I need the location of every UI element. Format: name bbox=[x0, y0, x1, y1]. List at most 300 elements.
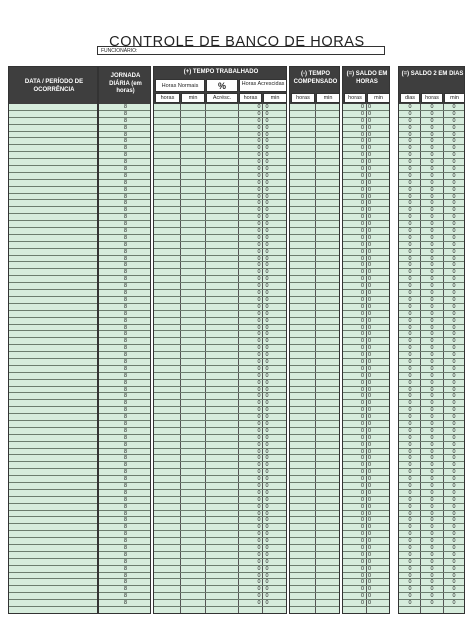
table-row[interactable] bbox=[290, 207, 339, 214]
table-row[interactable] bbox=[290, 159, 339, 166]
table-row[interactable] bbox=[290, 366, 339, 373]
table-row[interactable] bbox=[154, 586, 286, 593]
table-row[interactable] bbox=[399, 111, 464, 118]
table-row[interactable] bbox=[399, 269, 464, 276]
table-row[interactable] bbox=[343, 352, 389, 359]
table-row[interactable] bbox=[99, 380, 150, 387]
table-row[interactable] bbox=[399, 207, 464, 214]
table-row[interactable] bbox=[290, 256, 339, 263]
table-row[interactable] bbox=[154, 269, 286, 276]
table-row[interactable] bbox=[9, 338, 97, 345]
table-row[interactable] bbox=[99, 331, 150, 338]
table-row[interactable] bbox=[343, 511, 389, 518]
table-row[interactable] bbox=[399, 338, 464, 345]
table-row[interactable] bbox=[290, 421, 339, 428]
table-row[interactable] bbox=[290, 173, 339, 180]
table-row[interactable] bbox=[399, 325, 464, 332]
table-row[interactable] bbox=[343, 118, 389, 125]
table-row[interactable] bbox=[343, 497, 389, 504]
table-row[interactable] bbox=[290, 166, 339, 173]
table-row[interactable] bbox=[9, 421, 97, 428]
table-row[interactable] bbox=[9, 214, 97, 221]
table-row[interactable] bbox=[399, 166, 464, 173]
table-row[interactable] bbox=[399, 566, 464, 573]
table-row[interactable] bbox=[154, 249, 286, 256]
table-row[interactable] bbox=[343, 531, 389, 538]
table-row[interactable] bbox=[9, 600, 97, 607]
table-row[interactable] bbox=[399, 125, 464, 132]
table-row[interactable] bbox=[154, 345, 286, 352]
table-row[interactable] bbox=[343, 476, 389, 483]
table-row[interactable] bbox=[99, 559, 150, 566]
saldo-horas-rows[interactable] bbox=[343, 104, 389, 613]
table-row[interactable] bbox=[9, 593, 97, 600]
table-row[interactable] bbox=[290, 152, 339, 159]
table-row[interactable] bbox=[343, 159, 389, 166]
table-row[interactable] bbox=[154, 352, 286, 359]
tempo-compensado-rows[interactable] bbox=[290, 104, 339, 613]
table-row[interactable] bbox=[290, 214, 339, 221]
table-row[interactable] bbox=[9, 511, 97, 518]
table-row[interactable] bbox=[343, 400, 389, 407]
table-row[interactable] bbox=[343, 421, 389, 428]
table-row[interactable] bbox=[99, 262, 150, 269]
table-row[interactable] bbox=[99, 338, 150, 345]
table-row[interactable] bbox=[154, 469, 286, 476]
table-row[interactable] bbox=[9, 325, 97, 332]
table-row[interactable] bbox=[9, 228, 97, 235]
table-row[interactable] bbox=[9, 262, 97, 269]
table-row[interactable] bbox=[9, 435, 97, 442]
table-row[interactable] bbox=[290, 517, 339, 524]
table-row[interactable] bbox=[399, 173, 464, 180]
table-row[interactable] bbox=[9, 373, 97, 380]
table-row[interactable] bbox=[9, 235, 97, 242]
table-row[interactable] bbox=[399, 600, 464, 607]
table-row[interactable] bbox=[154, 517, 286, 524]
table-row[interactable] bbox=[9, 559, 97, 566]
table-row[interactable] bbox=[99, 256, 150, 263]
table-row[interactable] bbox=[290, 538, 339, 545]
table-row[interactable] bbox=[99, 566, 150, 573]
funcionario-field[interactable] bbox=[97, 46, 385, 55]
table-row[interactable] bbox=[154, 359, 286, 366]
table-row[interactable] bbox=[9, 504, 97, 511]
table-row[interactable] bbox=[399, 249, 464, 256]
table-row[interactable] bbox=[290, 290, 339, 297]
table-row[interactable] bbox=[399, 428, 464, 435]
table-row[interactable] bbox=[154, 304, 286, 311]
table-row[interactable] bbox=[9, 180, 97, 187]
table-row[interactable] bbox=[154, 207, 286, 214]
table-row[interactable] bbox=[99, 524, 150, 531]
table-row[interactable] bbox=[343, 393, 389, 400]
table-row[interactable] bbox=[9, 111, 97, 118]
table-row[interactable] bbox=[399, 469, 464, 476]
table-row[interactable] bbox=[99, 228, 150, 235]
table-row[interactable] bbox=[99, 276, 150, 283]
table-row[interactable] bbox=[99, 407, 150, 414]
table-row[interactable] bbox=[290, 311, 339, 318]
table-row[interactable] bbox=[154, 428, 286, 435]
table-row[interactable] bbox=[343, 345, 389, 352]
table-row[interactable] bbox=[99, 435, 150, 442]
table-row[interactable] bbox=[9, 462, 97, 469]
table-row[interactable] bbox=[99, 387, 150, 394]
table-row[interactable] bbox=[290, 104, 339, 111]
table-row[interactable] bbox=[9, 449, 97, 456]
table-row[interactable] bbox=[343, 138, 389, 145]
table-row[interactable] bbox=[99, 476, 150, 483]
table-row[interactable] bbox=[290, 573, 339, 580]
table-row[interactable] bbox=[290, 469, 339, 476]
table-row[interactable] bbox=[99, 483, 150, 490]
table-row[interactable] bbox=[343, 180, 389, 187]
table-row[interactable] bbox=[343, 449, 389, 456]
table-row[interactable] bbox=[343, 593, 389, 600]
table-row[interactable] bbox=[154, 545, 286, 552]
table-row[interactable] bbox=[154, 483, 286, 490]
table-row[interactable] bbox=[290, 345, 339, 352]
table-row[interactable] bbox=[399, 559, 464, 566]
table-row[interactable] bbox=[154, 125, 286, 132]
table-row[interactable] bbox=[99, 187, 150, 194]
table-row[interactable] bbox=[154, 283, 286, 290]
table-row[interactable] bbox=[343, 442, 389, 449]
table-row[interactable] bbox=[154, 449, 286, 456]
table-row[interactable] bbox=[290, 132, 339, 139]
table-row[interactable] bbox=[290, 462, 339, 469]
table-row[interactable] bbox=[399, 194, 464, 201]
table-row[interactable] bbox=[343, 152, 389, 159]
table-row[interactable] bbox=[343, 221, 389, 228]
table-row[interactable] bbox=[343, 125, 389, 132]
table-row[interactable] bbox=[99, 200, 150, 207]
table-row[interactable] bbox=[154, 566, 286, 573]
table-row[interactable] bbox=[343, 235, 389, 242]
table-row[interactable] bbox=[399, 214, 464, 221]
table-row[interactable] bbox=[290, 242, 339, 249]
table-row[interactable] bbox=[154, 366, 286, 373]
table-row[interactable] bbox=[9, 297, 97, 304]
table-row[interactable] bbox=[290, 511, 339, 518]
table-row[interactable] bbox=[399, 586, 464, 593]
table-row[interactable] bbox=[343, 428, 389, 435]
table-row[interactable] bbox=[9, 256, 97, 263]
table-row[interactable] bbox=[154, 579, 286, 586]
table-row[interactable] bbox=[399, 407, 464, 414]
table-row[interactable] bbox=[154, 490, 286, 497]
table-row[interactable] bbox=[399, 373, 464, 380]
table-row[interactable] bbox=[290, 407, 339, 414]
table-row[interactable] bbox=[399, 256, 464, 263]
table-row[interactable] bbox=[290, 380, 339, 387]
table-row[interactable] bbox=[99, 373, 150, 380]
table-row[interactable] bbox=[290, 455, 339, 462]
table-row[interactable] bbox=[343, 256, 389, 263]
table-row[interactable] bbox=[99, 132, 150, 139]
table-row[interactable] bbox=[154, 214, 286, 221]
table-row[interactable] bbox=[343, 214, 389, 221]
table-row[interactable] bbox=[290, 435, 339, 442]
table-row[interactable] bbox=[290, 325, 339, 332]
table-row[interactable] bbox=[99, 600, 150, 607]
table-row[interactable] bbox=[154, 573, 286, 580]
table-row[interactable] bbox=[290, 387, 339, 394]
table-row[interactable] bbox=[399, 455, 464, 462]
table-row[interactable] bbox=[154, 118, 286, 125]
table-row[interactable] bbox=[99, 125, 150, 132]
table-row[interactable] bbox=[9, 159, 97, 166]
table-row[interactable] bbox=[99, 504, 150, 511]
table-row[interactable] bbox=[99, 269, 150, 276]
table-row[interactable] bbox=[290, 600, 339, 607]
table-row[interactable] bbox=[99, 517, 150, 524]
table-row[interactable] bbox=[9, 517, 97, 524]
table-row[interactable] bbox=[399, 262, 464, 269]
table-row[interactable] bbox=[399, 304, 464, 311]
table-row[interactable] bbox=[154, 173, 286, 180]
table-row[interactable] bbox=[399, 393, 464, 400]
table-row[interactable] bbox=[99, 118, 150, 125]
table-row[interactable] bbox=[399, 400, 464, 407]
table-row[interactable] bbox=[290, 476, 339, 483]
table-row[interactable] bbox=[99, 145, 150, 152]
table-row[interactable] bbox=[343, 331, 389, 338]
table-row[interactable] bbox=[343, 297, 389, 304]
table-row[interactable] bbox=[154, 476, 286, 483]
table-row[interactable] bbox=[290, 249, 339, 256]
table-row[interactable] bbox=[343, 166, 389, 173]
table-row[interactable] bbox=[99, 173, 150, 180]
table-row[interactable] bbox=[343, 573, 389, 580]
table-row[interactable] bbox=[9, 173, 97, 180]
table-row[interactable] bbox=[99, 400, 150, 407]
table-row[interactable] bbox=[154, 194, 286, 201]
table-row[interactable] bbox=[9, 207, 97, 214]
table-row[interactable] bbox=[154, 407, 286, 414]
table-row[interactable] bbox=[290, 524, 339, 531]
table-row[interactable] bbox=[99, 152, 150, 159]
table-row[interactable] bbox=[290, 586, 339, 593]
table-row[interactable] bbox=[290, 125, 339, 132]
table-row[interactable] bbox=[399, 180, 464, 187]
table-row[interactable] bbox=[99, 194, 150, 201]
table-row[interactable] bbox=[399, 538, 464, 545]
table-row[interactable] bbox=[343, 111, 389, 118]
table-row[interactable] bbox=[343, 132, 389, 139]
table-row[interactable] bbox=[343, 325, 389, 332]
table-row[interactable] bbox=[154, 435, 286, 442]
table-row[interactable] bbox=[399, 545, 464, 552]
table-row[interactable] bbox=[290, 228, 339, 235]
table-row[interactable] bbox=[9, 283, 97, 290]
table-row[interactable] bbox=[9, 249, 97, 256]
table-row[interactable] bbox=[154, 111, 286, 118]
table-row[interactable] bbox=[99, 366, 150, 373]
table-row[interactable] bbox=[290, 566, 339, 573]
table-row[interactable] bbox=[343, 552, 389, 559]
data-periodo-rows[interactable] bbox=[9, 104, 97, 613]
table-row[interactable] bbox=[399, 242, 464, 249]
table-row[interactable] bbox=[399, 311, 464, 318]
table-row[interactable] bbox=[399, 497, 464, 504]
table-row[interactable] bbox=[154, 159, 286, 166]
table-row[interactable] bbox=[154, 297, 286, 304]
table-row[interactable] bbox=[399, 573, 464, 580]
table-row[interactable] bbox=[154, 593, 286, 600]
table-row[interactable] bbox=[154, 138, 286, 145]
table-row[interactable] bbox=[99, 573, 150, 580]
table-row[interactable] bbox=[9, 483, 97, 490]
table-row[interactable] bbox=[99, 511, 150, 518]
table-row[interactable] bbox=[154, 235, 286, 242]
table-row[interactable] bbox=[290, 428, 339, 435]
table-row[interactable] bbox=[154, 538, 286, 545]
table-row[interactable] bbox=[99, 325, 150, 332]
table-row[interactable] bbox=[99, 579, 150, 586]
table-row[interactable] bbox=[290, 145, 339, 152]
table-row[interactable] bbox=[343, 600, 389, 607]
table-row[interactable] bbox=[290, 531, 339, 538]
table-row[interactable] bbox=[290, 111, 339, 118]
table-row[interactable] bbox=[9, 586, 97, 593]
table-row[interactable] bbox=[9, 318, 97, 325]
table-row[interactable] bbox=[9, 442, 97, 449]
table-row[interactable] bbox=[343, 586, 389, 593]
table-row[interactable] bbox=[9, 524, 97, 531]
table-row[interactable] bbox=[343, 269, 389, 276]
table-row[interactable] bbox=[290, 449, 339, 456]
table-row[interactable] bbox=[154, 221, 286, 228]
table-row[interactable] bbox=[399, 297, 464, 304]
table-row[interactable] bbox=[9, 538, 97, 545]
table-row[interactable] bbox=[343, 311, 389, 318]
table-row[interactable] bbox=[399, 476, 464, 483]
table-row[interactable] bbox=[154, 387, 286, 394]
table-row[interactable] bbox=[343, 579, 389, 586]
table-row[interactable] bbox=[343, 366, 389, 373]
table-row[interactable] bbox=[399, 517, 464, 524]
table-row[interactable] bbox=[343, 187, 389, 194]
table-row[interactable] bbox=[9, 345, 97, 352]
table-row[interactable] bbox=[99, 297, 150, 304]
table-row[interactable] bbox=[154, 318, 286, 325]
table-row[interactable] bbox=[99, 462, 150, 469]
table-row[interactable] bbox=[154, 455, 286, 462]
table-row[interactable] bbox=[399, 235, 464, 242]
table-row[interactable] bbox=[343, 283, 389, 290]
table-row[interactable] bbox=[399, 552, 464, 559]
table-row[interactable] bbox=[154, 132, 286, 139]
table-row[interactable] bbox=[343, 200, 389, 207]
table-row[interactable] bbox=[154, 552, 286, 559]
table-row[interactable] bbox=[343, 249, 389, 256]
table-row[interactable] bbox=[154, 600, 286, 607]
table-row[interactable] bbox=[399, 511, 464, 518]
table-row[interactable] bbox=[290, 504, 339, 511]
table-row[interactable] bbox=[343, 104, 389, 111]
table-row[interactable] bbox=[343, 435, 389, 442]
table-row[interactable] bbox=[99, 311, 150, 318]
table-row[interactable] bbox=[343, 318, 389, 325]
table-row[interactable] bbox=[9, 566, 97, 573]
table-row[interactable] bbox=[9, 455, 97, 462]
table-row[interactable] bbox=[154, 276, 286, 283]
table-row[interactable] bbox=[399, 380, 464, 387]
table-row[interactable] bbox=[9, 290, 97, 297]
table-row[interactable] bbox=[399, 221, 464, 228]
table-row[interactable] bbox=[99, 442, 150, 449]
table-row[interactable] bbox=[99, 235, 150, 242]
table-row[interactable] bbox=[154, 187, 286, 194]
table-row[interactable] bbox=[99, 318, 150, 325]
table-row[interactable] bbox=[99, 304, 150, 311]
table-row[interactable] bbox=[99, 283, 150, 290]
table-row[interactable] bbox=[9, 276, 97, 283]
table-row[interactable] bbox=[343, 194, 389, 201]
table-row[interactable] bbox=[290, 497, 339, 504]
table-row[interactable] bbox=[99, 421, 150, 428]
table-row[interactable] bbox=[399, 531, 464, 538]
table-row[interactable] bbox=[99, 449, 150, 456]
table-row[interactable] bbox=[343, 524, 389, 531]
table-row[interactable] bbox=[99, 290, 150, 297]
table-row[interactable] bbox=[343, 228, 389, 235]
table-row[interactable] bbox=[99, 552, 150, 559]
table-row[interactable] bbox=[399, 504, 464, 511]
table-row[interactable] bbox=[99, 531, 150, 538]
table-row[interactable] bbox=[399, 200, 464, 207]
table-row[interactable] bbox=[9, 428, 97, 435]
table-row[interactable] bbox=[399, 387, 464, 394]
table-row[interactable] bbox=[343, 373, 389, 380]
table-row[interactable] bbox=[154, 311, 286, 318]
table-row[interactable] bbox=[99, 104, 150, 111]
table-row[interactable] bbox=[9, 387, 97, 394]
table-row[interactable] bbox=[9, 469, 97, 476]
table-row[interactable] bbox=[99, 414, 150, 421]
table-row[interactable] bbox=[9, 221, 97, 228]
table-row[interactable] bbox=[290, 490, 339, 497]
table-row[interactable] bbox=[290, 593, 339, 600]
table-row[interactable] bbox=[290, 200, 339, 207]
table-row[interactable] bbox=[99, 469, 150, 476]
table-row[interactable] bbox=[399, 331, 464, 338]
saldo-dias-rows[interactable] bbox=[399, 104, 464, 613]
table-row[interactable] bbox=[9, 125, 97, 132]
table-row[interactable] bbox=[154, 524, 286, 531]
table-row[interactable] bbox=[154, 400, 286, 407]
table-row[interactable] bbox=[9, 194, 97, 201]
table-row[interactable] bbox=[343, 145, 389, 152]
table-row[interactable] bbox=[399, 524, 464, 531]
table-row[interactable] bbox=[343, 559, 389, 566]
table-row[interactable] bbox=[343, 173, 389, 180]
table-row[interactable] bbox=[343, 242, 389, 249]
table-row[interactable] bbox=[9, 490, 97, 497]
table-row[interactable] bbox=[343, 545, 389, 552]
table-row[interactable] bbox=[9, 359, 97, 366]
table-row[interactable] bbox=[399, 352, 464, 359]
table-row[interactable] bbox=[290, 400, 339, 407]
table-row[interactable] bbox=[154, 262, 286, 269]
table-row[interactable] bbox=[399, 132, 464, 139]
table-row[interactable] bbox=[154, 166, 286, 173]
table-row[interactable] bbox=[154, 290, 286, 297]
table-row[interactable] bbox=[9, 138, 97, 145]
table-row[interactable] bbox=[154, 462, 286, 469]
